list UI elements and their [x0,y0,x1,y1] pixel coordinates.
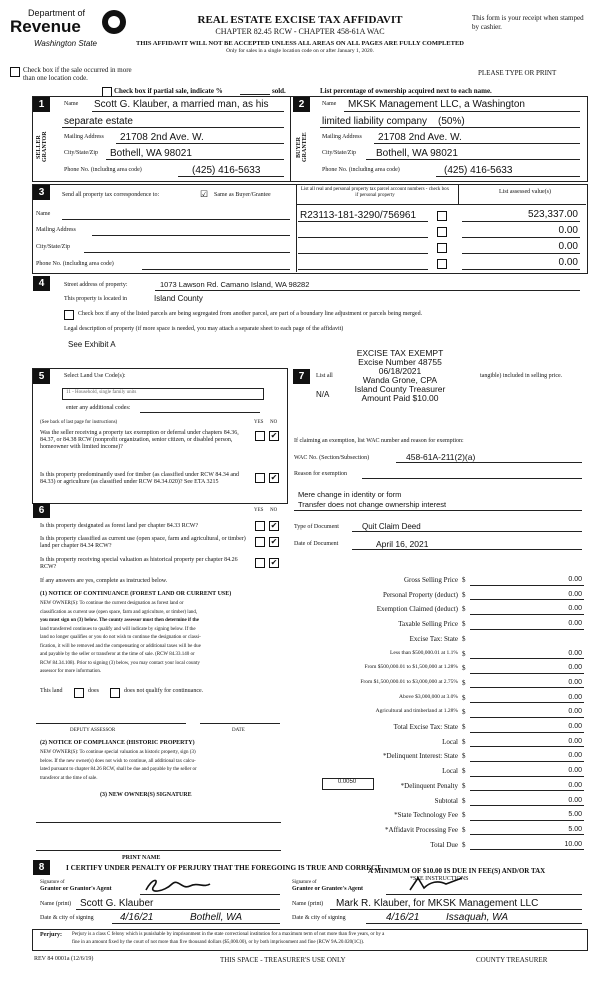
logo-name-text: Revenue [10,17,81,36]
seller-city-label: City/State/Zip [64,150,98,156]
buyer-grantee-label: BUYER GRANTEE [296,132,308,162]
buyer-phone-field[interactable]: (425) 416-5633 [444,165,513,176]
section-2-number: 2 [293,97,310,112]
sec6-q3-no[interactable]: ✔ [270,558,278,567]
grantee-date-label: Date & city of signing [292,915,346,921]
corr-phone-field[interactable] [142,269,290,270]
form-only-for: Only for sales in a single location code on or after January 1, 2020. [226,48,374,54]
notice-2-line-d: transferor at the time of sale. [40,775,98,781]
calc-row-line [470,717,584,718]
calc-row-dollar: $ [462,590,466,599]
list-all-label: List all [316,373,333,379]
calc-row-value[interactable]: 0.00 [568,708,582,716]
calc-row-label: Above $3,000,000 at 3.0% [399,693,458,700]
deputy-assessor-label: DEPUTY ASSESSOR [70,728,116,733]
notice-1-line-f: fication, it will be removed and the compensating or additional taxes will be due [40,643,201,649]
notice-1-title: (1) NOTICE OF CONTINUANCE (FOREST LAND OR CURRENT USE) [40,591,232,597]
form-title: REAL ESTATE EXCISE TAX AFFIDAVIT [197,14,403,26]
legal-desc-label: Legal description of property (if more space is needed, you may attach a separate sheet to each page of the affidavit) [64,326,344,332]
reason-label: Reason for exemption [294,471,347,477]
calc-row-line [470,805,584,806]
calc-row-line [470,776,584,777]
reason-field-2[interactable]: Transfer does not change ownership interest [298,500,447,509]
grantee-city-field[interactable]: Issaquah, WA [446,912,509,923]
seller-city-field[interactable]: Bothell, WA 98021 [110,148,192,159]
notice-1-line-e: land no longer qualifies or you do not wish to continue the designation or classi- [40,635,201,640]
section-1-number: 1 [33,97,50,112]
corr-phone-label: Phone No. (including area code) [36,261,114,267]
calc-row-line [470,820,584,821]
notice-2-line-a: NEW OWNER(S): To continue special valuation as historic property, sign (3) [40,750,196,755]
see-instructions-note: *SEE INSTRUCTIONS [410,876,469,882]
calc-row-label: *Affidavit Processing Fee [385,825,458,834]
legal-desc-field[interactable]: See Exhibit A [68,340,116,349]
form-warning: THIS AFFIDAVIT WILL NOT BE ACCEPTED UNLESS ALL AREAS ON ALL PAGES ARE FULLY COMPLETED [136,40,464,47]
calc-row-dollar: $ [462,796,466,805]
notice-2-line-c: lated pursuant to chapter 84.26 RCW, shall be due and payable by the seller or [40,767,197,772]
calc-row-value[interactable]: 10.00 [564,840,582,848]
sec6-q1-yes[interactable] [255,521,265,531]
calc-row-value[interactable]: 0.00 [568,576,582,583]
calc-row-line [470,761,584,762]
deputy-date-label: DATE [232,728,245,733]
doc-date-label: Date of Document [294,541,339,547]
calc-row-value[interactable]: 0.00 [568,649,582,657]
corr-city-field[interactable] [84,252,290,253]
additional-codes-label: enter any additional codes: [66,405,131,411]
stamp-line-3: 06/18/2021 [378,366,422,376]
grantor-date-label: Date & city of signing [40,915,94,921]
calc-row-line [470,658,584,659]
buyer-name-field[interactable]: MKSK Management LLC, a Washington [348,99,525,110]
calc-row-value[interactable]: 0.00 [568,605,582,613]
this-land-label: This land [40,688,63,694]
section-7-number: 7 [293,369,310,384]
sec5-yes-header: YES [254,420,264,425]
corr-mail-field[interactable] [92,235,290,236]
calc-row-line [470,834,584,835]
section-6-number: 6 [33,503,50,518]
seller-name-field[interactable]: Scott G. Klauber, a married man, as his [94,99,269,110]
buyer-phone-label: Phone No. (including area code) [322,167,400,173]
notice-2-line-b: below. If the new owner(s) does not wish to continue, all additional tax calcu- [40,758,196,764]
calc-row-label: *State Technology Fee [394,811,458,820]
calc-row-label: Gross Selling Price [403,576,458,584]
calc-row-label: Agricultural and timberland at 1.28% [375,708,458,715]
wac-field[interactable]: 458-61A-211(2)(a) [406,452,476,462]
grantee-name-field[interactable]: Mark R. Klauber, for MKSK Management LLC [336,898,539,909]
calc-row-dollar: $ [462,767,466,776]
minimum-due-note: A MINIMUM OF $10.00 IS DUE IN FEE(S) AND/OR TAX [368,867,546,875]
calc-row-line [470,673,584,674]
calc-row-line [470,702,584,703]
buyer-pct-field[interactable]: (50%) [438,116,465,127]
land-does-not-label: does not qualify for continuance. [124,688,204,694]
grantee-sig-label-2: Grantee or Grantee's Agent [292,886,364,892]
sec6-q1-no[interactable]: ✔ [270,521,278,530]
calc-row-dollar: $ [462,811,466,820]
calc-row-value[interactable]: 0.00 [568,664,582,672]
sec6-question-1: Is this property designated as forest land per chapter 84.33 RCW? [40,523,199,529]
calc-row-label: Total Due [430,840,458,849]
sec5-q1-yes[interactable] [255,431,265,441]
calc-row-dollar: $ [462,664,466,673]
calc-row-dollar: $ [462,840,466,849]
notice-1-line-c: you must sign on (3) below. The county assessor must then determine if the [40,618,199,623]
local-rate-value: 0.0050 [337,779,357,785]
notice-2-text [40,749,290,783]
grantor-signature-image [142,876,212,896]
assessed-value-3[interactable]: 0.00 [558,241,578,252]
calc-row-label: *Delinquent Penalty [400,781,458,790]
corr-mail-label: Mailing Address [36,227,76,233]
grantor-sig-label-2: Grantor or Grantor's Agent [40,886,112,892]
street-field[interactable]: 1073 Lawson Rd. Camano Island, WA 98282 [160,280,310,289]
seller-mail-label: Mailing Address [64,134,104,140]
land-use-label: Select Land Use Code(s): [64,373,126,379]
calc-row-label: Subtotal [434,796,458,805]
sec5-question-1: Was the seller receiving a property tax exemption or deferral under chapters 84.36, 84.37, or 84.38 RCW (nonprofit organization, senior citizen, or disabled person, homeowner with limited income)? [40,430,239,450]
calc-row-value[interactable]: 5.00 [568,811,582,819]
seller-grantor-label: SELLER GRANTOR [36,131,48,163]
calc-row-line [470,687,584,688]
personal-property-checkbox-3[interactable] [437,243,447,253]
buyer-mail-label: Mailing Address [322,134,362,140]
calc-row-dollar: $ [462,737,466,746]
calc-row-label: Exemption Claimed (deduct) [376,605,458,614]
calc-row-label: From $1,500,000.01 to $3,000,000 at 2.75% [360,678,458,685]
land-use-value: 11 - Household, single family units [66,390,137,395]
calc-row-value[interactable]: 0.00 [568,796,582,804]
wac-label: WAC No. (Section/Subsection) [294,455,370,461]
county-label: This property is located in [64,296,127,302]
new-owner-signature-label: (3) NEW OWNER(S) SIGNATURE [100,792,192,798]
tangible-label: tangible) included in selling price. [480,373,563,379]
grantee-signature-image [406,874,466,894]
seller-name-field-2[interactable]: separate estate [64,116,133,127]
calc-row-label: Excise Tax: State [409,634,458,643]
calc-row-value[interactable]: 0.00 [568,723,582,730]
assessed-value-1[interactable]: 523,337.00 [527,209,578,220]
stamp-line-1: EXCISE TAX EXEMPT [356,348,444,358]
grantee-name-label: Name (print) [292,901,324,907]
reason-field-1[interactable]: Mere change in identity or form [298,490,402,499]
section-4-number: 4 [33,276,50,291]
calc-row-dollar: $ [462,752,466,761]
seller-mail-field[interactable]: 21708 2nd Ave. W. [120,132,204,143]
segregate-checkbox[interactable] [64,310,74,320]
land-does-not-checkbox[interactable] [110,688,120,698]
additional-codes-field[interactable] [140,412,260,413]
calc-row-value[interactable]: 0.00 [568,590,582,598]
calc-row-dollar: $ [462,723,466,731]
notice-1-line-g: and payable by the seller or transferor at the time of sale. (RCW 84.33.140 or [40,652,195,657]
land-does-checkbox[interactable] [74,688,84,698]
calc-row-dollar: $ [462,620,466,629]
county-field[interactable]: Island County [154,294,203,303]
notice-2-title: (2) NOTICE OF COMPLIANCE (HISTORIC PROPERTY) [40,740,195,746]
sec6-q2-yes[interactable] [255,537,265,547]
calc-row-value[interactable]: 0.00 [568,620,582,628]
same-as-buyer-checkbox[interactable]: ☑ [200,189,209,199]
calc-row-value[interactable]: 0.00 [568,737,582,745]
calc-row-value[interactable]: 0.00 [568,767,582,775]
calc-row-line [470,614,584,615]
notice-1-line-h: RCW 84.34.108). Prior to signing (3) below, you may contact your local county [40,660,200,666]
calc-row-label: Personal Property (deduct) [382,590,458,599]
logo-dept-text: Department of [28,8,86,18]
seller-phone-label: Phone No. (including area code) [64,167,142,173]
calc-row-line [470,849,584,850]
buyer-name-label: Name [322,101,337,107]
calc-row-label: Taxable Selling Price [398,620,458,629]
excise-exempt-stamp [330,349,470,403]
grantee-signature-field[interactable] [386,894,582,895]
buyer-name-field-2[interactable]: limited liability company [322,116,428,127]
perjury-text-2: fine in an amount fixed by the court of not more than five thousand dollars ($5,000.00), or by both imprisonment and fine (RCW 9A.20.020(1C)). [72,940,365,945]
calc-row-label: Local [442,767,458,776]
calc-row-line [470,585,584,586]
sec5-q2-no[interactable]: ✔ [270,473,278,482]
sec6-question-2: Is this property classified as current use (open space, farm and agricultural, or timber) land per chapter 84.34 RCW? [40,536,246,549]
parcel-header: List all real and personal property tax parcel account numbers - check box if personal property [300,187,450,198]
form-revision: REV 84 0001a (12/6/19) [34,956,94,962]
grantor-date-field[interactable]: 4/16/21 [120,912,154,923]
notice-1-line-a: NEW OWNER(S): To continue the current designation as forest land or [40,601,184,606]
calc-row-label: *Delinquent Interest: State [382,752,458,761]
assessed-value-4[interactable]: 0.00 [558,257,578,268]
calc-row-line [470,746,584,747]
land-does-label: does [88,688,99,694]
see-back-label: (See back of last page for instructions) [40,420,118,425]
buyer-mail-field[interactable]: 21708 2nd Ave. W. [378,132,462,143]
county-treasurer-label: COUNTY TREASURER [476,956,548,964]
sec6-q3-yes[interactable] [255,558,265,568]
calc-row-label: Local [442,737,458,746]
calc-row-dollar: $ [462,634,466,643]
sec5-no-header: NO [270,420,278,425]
grantor-city-field[interactable]: Bothell, WA [190,912,243,923]
stamp-line-5: Island County Treasurer [354,384,446,394]
partial-sale-pct-field[interactable] [240,94,270,95]
certify-label: I CERTIFY UNDER PENALTY OF PERJURY THAT THE FOREGOING IS TRUE AND CORRECT [66,864,381,872]
deputy-assessor-signature[interactable] [36,723,186,724]
logo-state-text: Washington State [34,39,98,48]
personal-property-field[interactable]: N/A [316,390,330,399]
calc-row-line [470,599,584,600]
notice-1-line-b: classification as current use (open space, farm and agriculture, or timber) land, [40,609,198,615]
assessed-header: List assessed value(s) [499,189,551,195]
partial-sale-sold: sold. [272,87,286,95]
grantee-sig-label-1: Signature of [292,880,317,885]
calc-row-label: From $500,000.01 to $1,500,000 at 1.28% [364,664,458,671]
calc-row-dollar: $ [462,576,466,584]
grantor-name-field[interactable]: Scott G. Klauber [80,898,154,909]
assessed-value-2[interactable]: 0.00 [558,225,578,236]
notice-1-line-i: assessor for more information. [40,669,102,674]
corr-name-label: Name [36,211,51,217]
street-label: Street address of property: [64,282,128,288]
list-pct-label: List percentage of ownership acquired next to each name. [320,87,492,95]
print-name-label: PRINT NAME [122,855,161,861]
please-type: PLEASE TYPE OR PRINT [478,69,557,77]
stamp-line-4: Wanda Grone, CPA [362,375,438,385]
section-3-number: 3 [33,185,50,200]
seller-phone-field[interactable]: (425) 416-5633 [192,165,261,176]
segregate-label: Check box if any of the listed parcels are being segregated from another parcel, are part of a boundary line adjustment or parcels being merged. [78,311,423,317]
sec6-no-header: NO [270,508,278,513]
stamp-line-6: Amount Paid $10.00 [361,393,439,403]
exemption-intro: If claiming an exemption, list WAC number and reason for exemption: [294,438,464,444]
calc-row-dollar: $ [462,649,466,658]
personal-property-checkbox-2[interactable] [437,227,447,237]
form-chapter: CHAPTER 82.45 RCW - CHAPTER 458-61A WAC [215,27,385,36]
corr-name-field[interactable] [62,219,290,220]
doc-type-field[interactable]: Quit Claim Deed [362,522,421,531]
perjury-label: Perjury: [40,932,62,938]
calc-row-line [470,629,584,630]
buyer-city-label: City/State/Zip [322,150,356,156]
section-5-number: 5 [33,369,50,384]
sec5-q2-yes[interactable] [255,473,265,483]
calc-row-line [470,732,584,733]
corr-city-label: City/State/Zip [36,244,70,250]
calc-row-dollar: $ [462,781,466,790]
calc-row-dollar: $ [462,825,466,834]
parcel-number-field[interactable]: R23113-181-3290/756961 [300,210,417,221]
receipt-note: This form is your receipt when stamped by cashier. [472,14,584,31]
seller-name-label: Name [64,101,79,107]
grantee-date-field[interactable]: 4/16/21 [386,912,420,923]
calc-row-dollar: $ [462,605,466,614]
print-name-field[interactable] [36,850,281,851]
buyer-city-field[interactable]: Bothell, WA 98021 [376,148,458,159]
sec6-yes-header: YES [254,508,264,513]
calc-row-value[interactable]: 0.00 [568,752,582,760]
calc-row-dollar: $ [462,678,466,687]
grantor-sig-label-1: Signature of [40,880,65,885]
calc-row-dollar: $ [462,708,466,717]
send-correspondence-label: Send all property tax correspondence to: [62,192,160,198]
doc-type-label: Type of Document [294,524,339,530]
multi-location-label: Check box if the sale occurred in more than one location code. [23,66,132,82]
same-as-buyer-label: Same as Buyer/Grantee [214,192,271,198]
calc-row-value[interactable]: 0.00 [568,678,582,686]
calc-row-value[interactable]: 5.00 [568,825,582,833]
sec6-q2-no[interactable]: ✔ [270,537,278,546]
grantor-name-label: Name (print) [40,901,72,907]
personal-property-checkbox-4[interactable] [437,259,447,269]
stamp-line-2: Excise Number 48755 [358,357,442,367]
doc-date-field[interactable]: April 16, 2021 [376,539,429,549]
if-yes-label: If any answers are yes, complete as instructed below. [40,578,168,584]
notice-1-line-d: land transferred continues to qualify and will indicate by signing below. If the [40,626,196,632]
calc-row-value[interactable]: 0.00 [568,781,582,789]
new-owner-signature-field[interactable] [36,822,281,823]
treasurer-space-label: THIS SPACE - TREASURER'S USE ONLY [220,956,346,964]
calc-row-value[interactable]: 0.00 [568,693,582,701]
calc-row-label: Total Excise Tax: State [393,723,458,731]
multi-location-checkbox[interactable] [10,67,20,77]
partial-sale-label: Check box if partial sale, indicate % [114,87,223,95]
section-8-number: 8 [33,860,50,875]
calc-row-line [470,790,584,791]
calc-row-label: Less than $500,000.01 at 1.1% [390,649,458,656]
tax-calculation-table [290,576,586,866]
sec6-question-3: Is this property receiving special valuation as historical property per chapter 84.26 RCW? [40,557,238,570]
notice-1-text [40,600,290,677]
sec5-question-2: Is this property predominantly used for timber (as classified under RCW 84.34 and 84.33) or agriculture (as classified under RCW 84.34.020)? See ETA 3215 [40,472,240,485]
perjury-text-1: Perjury is a class C felony which is punishable by imprisonment in the state correctional institution for a maximum term of not more than five years, or by a [72,932,385,937]
sec5-q1-no[interactable]: ✔ [270,431,278,440]
calc-row-dollar: $ [462,693,466,702]
personal-property-checkbox-1[interactable] [437,211,447,221]
